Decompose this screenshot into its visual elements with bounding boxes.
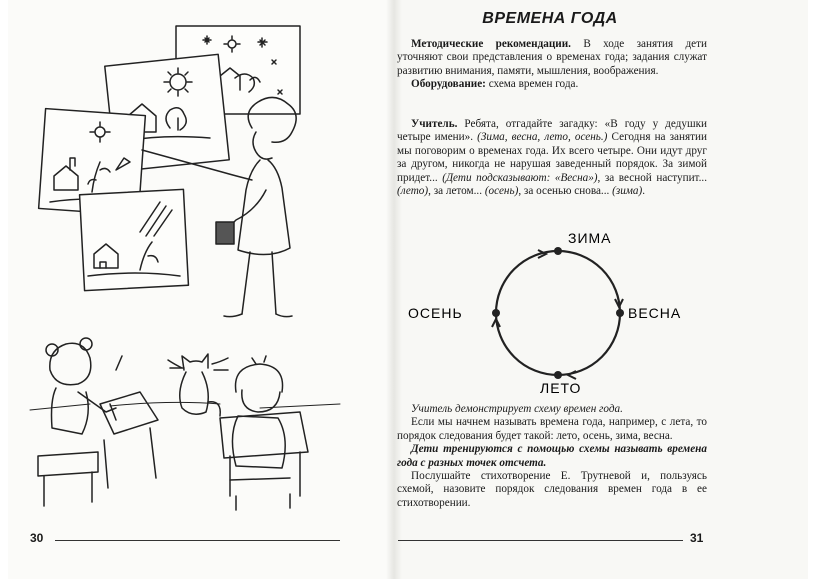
dialogue-text-5: , за осенью снова... (518, 185, 613, 198)
methodical-recommendations-paragraph (397, 38, 707, 78)
dialogue-answer-2: (Дети подсказывают: «Весна») (442, 171, 598, 184)
dialogue-text-4: , за летом... (428, 185, 485, 198)
methodical-label: Методические рекомендации. (411, 38, 571, 50)
dialogue-text-1: Ребята, отгадайте загадку: «В году у дедушки четыре имени». (397, 118, 707, 144)
poem-paragraph: Послушайте стихотворение Е. Трутневой и, пользуясь схемой, назовите порядок следования времен года в ее стихотворении. (397, 470, 707, 509)
autumn-picture (80, 189, 189, 290)
winter-dot (554, 247, 562, 255)
seasons-scheme (400, 225, 700, 395)
equipment-paragraph (397, 78, 707, 91)
autumn-label: ОСЕНЬ (408, 305, 463, 321)
equipment-label: Оборудование: (411, 78, 486, 91)
arrow-bottom (568, 371, 576, 379)
intro-text (397, 38, 707, 92)
teacher-label: Учитель. (411, 118, 458, 130)
footer-rule-left (55, 540, 340, 541)
dialogue-text-2: Сегодня на занятии мы поговорим о временах года. Их всего четыре. Они идут друг за другом, никогда не нарушая заведенный порядок. За зимой придет... (397, 131, 707, 184)
seasons-circle (496, 251, 620, 375)
dialogue-answer-3: (лето) (397, 185, 429, 198)
dialogue-answer-4: (осень) (484, 185, 519, 198)
footer-rule-right (398, 540, 683, 541)
dialogue-answer-5: (зима) (612, 185, 643, 198)
spring-dot (616, 309, 624, 317)
classroom-illustration (20, 20, 360, 520)
summer-label: ЛЕТО (540, 380, 582, 395)
order-paragraph: Если мы начнем называть времена года, например, с лета, то порядок следования будет такой: лето, осень, зима, весна. (397, 416, 707, 442)
spring-label: ВЕСНА (628, 305, 682, 321)
summer-dot (554, 371, 562, 379)
child-left-figure (38, 338, 158, 506)
winter-label: ЗИМА (568, 230, 612, 246)
autumn-dot (492, 309, 500, 317)
page-number-right: 31 (690, 531, 704, 545)
cat-figure (168, 354, 228, 416)
page-number-left: 30 (30, 531, 44, 545)
demonstration-paragraph: Учитель демонстрирует схему времен года. (411, 403, 623, 415)
training-paragraph: Дети тренируются с помощью схемы называть времена года с разных точек отсчета. (397, 443, 707, 469)
dialogue-answer-1: (Зима, весна, лето, осень.) (477, 131, 608, 144)
dialogue-text-6: . (642, 185, 646, 198)
page-title: ВРЕМЕНА ГОДА (482, 10, 618, 27)
closing-text (397, 403, 707, 510)
methodical-text: В ходе занятия дети уточняют свои представления о временах года; задания служат развитию внимания, памяти, мышления, воображения. (397, 38, 707, 77)
equipment-text: схема времен года. (485, 78, 579, 91)
teacher-dialogue (397, 118, 707, 198)
teacher-paragraph (397, 118, 707, 198)
child-right-figure (220, 356, 308, 510)
dialogue-text-3: , за весной наступит... (597, 171, 707, 184)
